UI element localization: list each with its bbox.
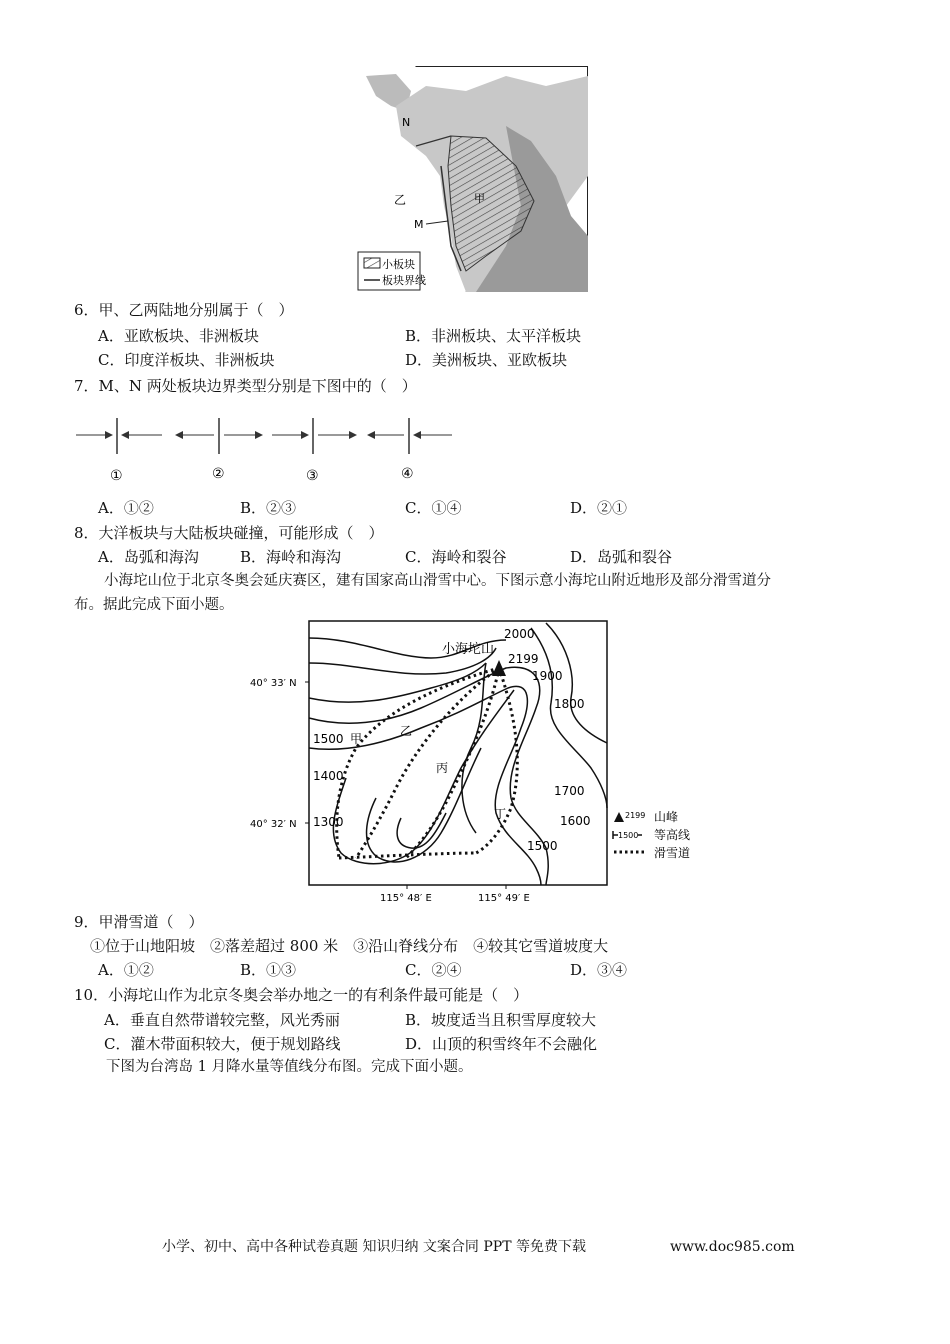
contour-label-1800: 1800 bbox=[554, 697, 585, 711]
contour-label-1400: 1400 bbox=[313, 769, 344, 783]
q8-option-c[interactable]: C．海岭和裂谷 bbox=[405, 548, 507, 566]
intro3: 下图为台湾岛 1 月降水量等值线分布图。完成下面小题。 bbox=[106, 1059, 473, 1075]
q6-stem: 6．甲、乙两陆地分别属于（ ） bbox=[74, 301, 294, 319]
q9-option-b[interactable]: B．①③ bbox=[240, 961, 297, 979]
point-bing: 丙 bbox=[436, 761, 449, 775]
contour-label-1600: 1600 bbox=[560, 814, 591, 828]
lat-label-32: 40° 32′ N bbox=[250, 819, 297, 830]
legend-peak-value: 2199 bbox=[625, 811, 646, 820]
q6-option-c[interactable]: C．印度洋板块、非洲板块 bbox=[98, 351, 275, 369]
q7-option-b[interactable]: B．②③ bbox=[240, 499, 297, 517]
contour-label-1500-east: 1500 bbox=[527, 839, 558, 853]
q6-option-d[interactable]: D．美洲板块、亚欧板块 bbox=[405, 351, 568, 369]
legend-contour-label: 等高线 bbox=[654, 828, 691, 842]
q10-option-b[interactable]: B．坡度适当且积雪厚度较大 bbox=[405, 1011, 597, 1029]
point-jia: 甲 bbox=[350, 732, 363, 746]
legend-peak-label: 山峰 bbox=[654, 810, 679, 824]
boundary-type-diagram bbox=[74, 418, 464, 490]
label-N: N bbox=[402, 116, 411, 129]
q10-option-d[interactable]: D．山顶的积雪终年不会融化 bbox=[405, 1035, 598, 1053]
q8-option-a[interactable]: A．岛弧和海沟 bbox=[98, 548, 199, 566]
intro2-line1: 小海坨山位于北京冬奥会延庆赛区，建有国家高山滑雪中心。下图示意小海坨山附近地形及部分滑雪道分 bbox=[104, 573, 771, 589]
plate-map bbox=[356, 66, 588, 292]
label-yi: 乙 bbox=[394, 193, 407, 207]
diagram-label-2: ② bbox=[212, 466, 225, 482]
q7-option-a[interactable]: A．①② bbox=[98, 499, 154, 517]
contour-label-1300: 1300 bbox=[313, 815, 344, 829]
q9-option-c[interactable]: C．②④ bbox=[405, 961, 462, 979]
legend-contour-value: 1500 bbox=[618, 831, 639, 840]
legend-boundary-label: 板块界线 bbox=[382, 274, 426, 287]
point-yi: 乙 bbox=[400, 724, 413, 738]
label-M: M bbox=[414, 218, 424, 231]
q10-option-a[interactable]: A．垂直自然带谱较完整，风光秀丽 bbox=[104, 1011, 340, 1029]
q10-stem: 10．小海坨山作为北京冬奥会举办地之一的有利条件最可能是（ ） bbox=[74, 986, 529, 1004]
peak-elevation: 2199 bbox=[508, 652, 539, 666]
legend-ski-label: 滑雪道 bbox=[654, 846, 691, 860]
q10-option-c[interactable]: C．灌木带面积较大，便于规划路线 bbox=[104, 1035, 341, 1053]
intro2-line2: 布。据此完成下面小题。 bbox=[74, 597, 234, 613]
q8-option-b[interactable]: B．海岭和海沟 bbox=[240, 548, 342, 566]
label-jia: 甲 bbox=[474, 192, 485, 205]
diagram-label-4: ④ bbox=[401, 466, 414, 482]
lat-label-33: 40° 33′ N bbox=[250, 678, 297, 689]
q9-statements: ①位于山地阳坡 ②落差超过 800 米 ③沿山脊线分布 ④较其它雪道坡度大 bbox=[90, 937, 609, 955]
lon-label-49: 115° 49′ E bbox=[478, 893, 530, 904]
point-ding: 丁 bbox=[494, 807, 507, 821]
contour-label-1900: 1900 bbox=[532, 669, 563, 683]
q7-stem: 7．M、N 两处板块边界类型分别是下图中的（ ） bbox=[74, 377, 417, 395]
q7-option-c[interactable]: C．①④ bbox=[405, 499, 462, 517]
q7-option-d[interactable]: D．②① bbox=[570, 499, 628, 517]
legend-plate-label: 小板块 bbox=[382, 258, 415, 271]
contour-label-2000: 2000 bbox=[504, 627, 535, 641]
footer-link[interactable]: www.doc985.com bbox=[670, 1239, 795, 1255]
q8-stem: 8．大洋板块与大陆板块碰撞，可能形成（ ） bbox=[74, 524, 384, 542]
footer-text: 小学、初中、高中各种试卷真题 知识归纳 文案合同 PPT 等免费下载 bbox=[162, 1239, 586, 1255]
q6-option-b[interactable]: B．非洲板块、太平洋板块 bbox=[405, 327, 582, 345]
peak-name: 小海坨山 bbox=[442, 642, 495, 657]
diagram-label-3: ③ bbox=[306, 468, 319, 484]
q9-stem: 9．甲滑雪道（ ） bbox=[74, 913, 204, 931]
q9-option-d[interactable]: D．③④ bbox=[570, 961, 628, 979]
q8-option-d[interactable]: D．岛弧和裂谷 bbox=[570, 548, 673, 566]
contour-label-1500-west: 1500 bbox=[313, 732, 344, 746]
q6-option-a[interactable]: A．亚欧板块、非洲板块 bbox=[98, 327, 259, 345]
q9-option-a[interactable]: A．①② bbox=[98, 961, 154, 979]
diagram-label-1: ① bbox=[110, 468, 123, 484]
contour-map bbox=[246, 618, 716, 908]
lon-label-48: 115° 48′ E bbox=[380, 893, 432, 904]
contour-label-1700: 1700 bbox=[554, 784, 585, 798]
